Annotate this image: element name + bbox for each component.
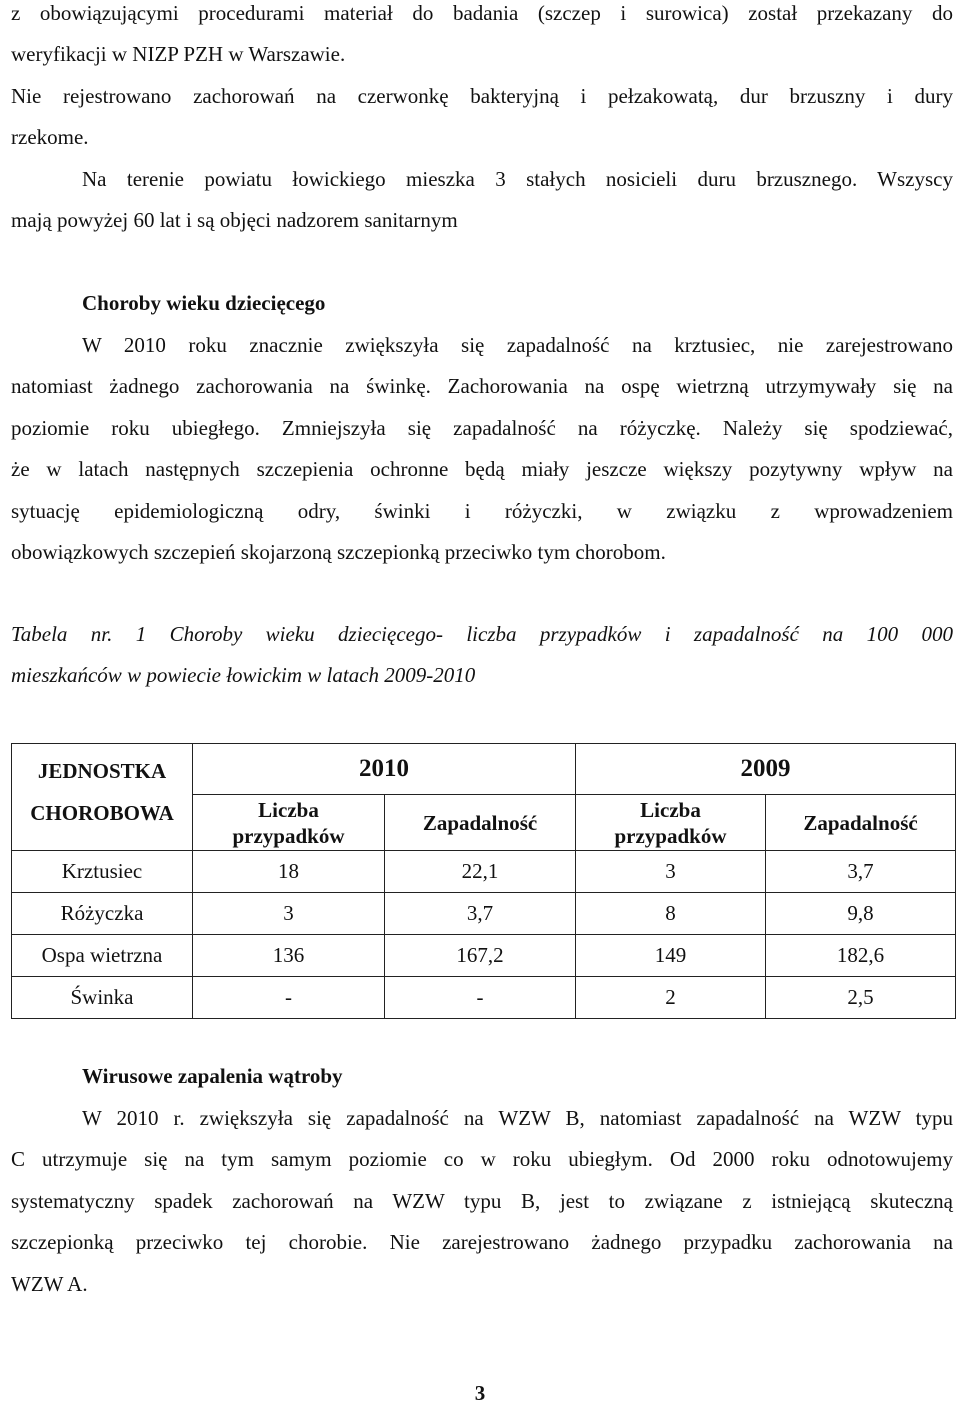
cases-header-2010-line-1: Liczba <box>258 797 319 822</box>
section-heading-children: Choroby wieku dziecięcego <box>82 291 326 315</box>
incidence-2009: 9,8 <box>766 893 956 935</box>
incidence-2009: 3,7 <box>766 851 956 893</box>
intro-line-6: mają powyżej 60 lat i są objęci nadzorem sanitarnym <box>11 208 458 232</box>
unit-header-line-1: JEDNOSTKA <box>37 759 167 783</box>
section-heading-hepatitis: Wirusowe zapalenia wątroby <box>82 1064 343 1088</box>
table-row <box>12 935 956 977</box>
page-number: 3 <box>474 1381 486 1405</box>
cases-header-2009 <box>576 795 766 851</box>
cases-2010: 18 <box>193 851 385 893</box>
children-line-6: obowiązkowych szczepień skojarzoną szczepionką przeciwko tym chorobom. <box>11 540 666 564</box>
cases-header-2009-line-1: Liczba <box>640 797 701 822</box>
incidence-2009: 2,5 <box>766 977 956 1019</box>
children-line-2: natomiast żadnego zachorowania na świnkę. Zachorowania na ospę wietrzną utrzymywały się na <box>11 374 953 398</box>
unit-header <box>12 744 193 851</box>
hepatitis-line-3: systematyczny spadek zachorowań na WZW typu B, jest to związane z istniejącą skuteczną <box>11 1189 953 1213</box>
hepatitis-line-4: szczepionką przeciwko tej chorobie. Nie zarejestrowano żadnego przypadku zachorowania na <box>11 1230 953 1254</box>
cases-2010: 3 <box>193 893 385 935</box>
disease-name: Ospa wietrzna <box>12 935 193 977</box>
cases-2010: 136 <box>193 935 385 977</box>
incidence-2010: 167,2 <box>385 935 576 977</box>
cases-2009: 149 <box>576 935 766 977</box>
incidence-2010: 22,1 <box>385 851 576 893</box>
cases-header-2010-line-2: przypadków <box>232 823 345 848</box>
hepatitis-line-1: W 2010 r. zwiększyła się zapadalność na WZW B, natomiast zapadalność na WZW typu <box>82 1106 953 1130</box>
incidence-2009: 182,6 <box>766 935 956 977</box>
incidence-2010: 3,7 <box>385 893 576 935</box>
children-line-3: poziomie roku ubiegłego. Zmniejszyła się zapadalność na różyczkę. Należy się spodziewać, <box>11 416 953 440</box>
hepatitis-line-5: WZW A. <box>11 1272 88 1296</box>
children-line-4: że w latach następnych szczepienia ochronne będą miały jeszcze większy pozytywny wpływ na <box>11 457 953 481</box>
intro-line-4: rzekome. <box>11 125 89 149</box>
intro-line-5: Na terenie powiatu łowickiego mieszka 3 stałych nosicieli duru brzusznego. Wszyscy <box>82 167 953 191</box>
table-caption-line-2: mieszkańców w powiecie łowickim w latach 2009-2010 <box>11 663 476 687</box>
hepatitis-line-2: C utrzymuje się na tym samym poziomie co w roku ubiegłym. Od 2000 roku odnotowujemy <box>11 1147 953 1171</box>
disease-name: Różyczka <box>12 893 193 935</box>
table-caption-line-1: Tabela nr. 1 Choroby wieku dziecięcego- liczba przypadków i zapadalność na 100 000 <box>11 622 953 646</box>
intro-line-1: z obowiązującymi procedurami materiał do badania (szczep i surowica) został przekazany do <box>11 1 953 25</box>
cases-2010: - <box>193 977 385 1019</box>
cases-header-2010 <box>193 795 385 851</box>
table-row <box>12 893 956 935</box>
children-line-1: W 2010 roku znacznie zwiększyła się zapadalność na krztusiec, nie zarejestrowano <box>82 333 953 357</box>
children-line-5: sytuację epidemiologiczną odry, świnki i różyczki, w związku z wprowadzeniem <box>11 499 953 523</box>
cases-2009: 3 <box>576 851 766 893</box>
disease-name: Świnka <box>12 977 193 1019</box>
cases-header-2009-line-2: przypadków <box>614 823 727 848</box>
year-header-2010: 2010 <box>193 744 576 795</box>
incidence-table <box>11 743 956 1019</box>
intro-line-3: Nie rejestrowano zachorowań na czerwonkę bakteryjną i pełzakowatą, dur brzuszny i dury <box>11 84 953 108</box>
year-header-2009: 2009 <box>576 744 956 795</box>
cases-2009: 2 <box>576 977 766 1019</box>
incidence-2010: - <box>385 977 576 1019</box>
table-row <box>12 977 956 1019</box>
intro-line-2: weryfikacji w NIZP PZH w Warszawie. <box>11 42 346 66</box>
unit-header-line-2: CHOROBOWA <box>30 801 174 825</box>
disease-name: Krztusiec <box>12 851 193 893</box>
table-row <box>12 851 956 893</box>
incidence-header-2009: Zapadalność <box>766 795 956 851</box>
incidence-header-2010: Zapadalność <box>385 795 576 851</box>
cases-2009: 8 <box>576 893 766 935</box>
